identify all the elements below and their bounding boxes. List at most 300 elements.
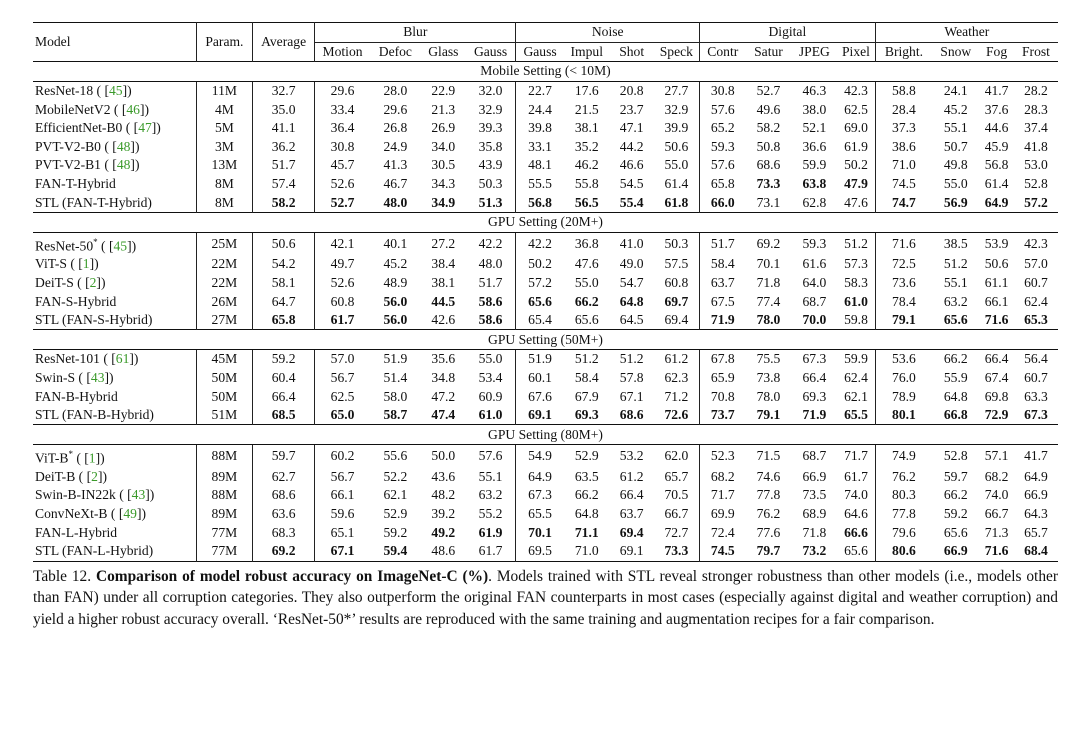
param-cell: 26M xyxy=(196,292,252,311)
value-cell: 52.8 xyxy=(943,448,968,464)
value-cell: 65.6 xyxy=(943,524,968,540)
value-cell: 30.5 xyxy=(431,157,456,173)
value-cell: 58.4 xyxy=(574,369,599,385)
value-cell: 66.7 xyxy=(654,505,700,524)
value-cell: 75.5 xyxy=(756,351,781,367)
table-caption xyxy=(33,566,1058,631)
value-cell: 52.6 xyxy=(330,176,355,192)
value-cell: 51.2 xyxy=(619,351,644,367)
value-cell: 59.2 xyxy=(383,524,408,540)
average-cell: 68.6 xyxy=(252,486,314,505)
subheader-cell: Satur xyxy=(754,43,783,59)
value-cell: 50.3 xyxy=(466,175,516,194)
value-cell: 79.1 xyxy=(756,407,781,423)
value-cell: 58.2 xyxy=(756,120,781,136)
model-name: STL (FAN-T-Hybrid) xyxy=(35,194,152,210)
value-cell: 64.3 xyxy=(1024,506,1048,522)
ref-close: ]) xyxy=(136,506,147,522)
subheader-cell: Impul xyxy=(570,43,604,59)
table-row xyxy=(33,486,1058,505)
table-row xyxy=(33,255,1058,274)
value-cell: 55.4 xyxy=(619,194,644,210)
value-cell: 71.0 xyxy=(892,157,916,173)
value-cell: 44.5 xyxy=(431,293,456,309)
value-cell: 59.8 xyxy=(837,311,875,330)
value-cell: 37.6 xyxy=(984,101,1009,117)
value-cell: 23.7 xyxy=(619,101,644,117)
value-cell: 69.1 xyxy=(528,407,552,423)
model-name: ResNet-18 ( [ xyxy=(35,83,109,99)
value-cell: 58.6 xyxy=(466,292,516,311)
value-cell: 73.5 xyxy=(802,487,827,503)
value-cell: 56.9 xyxy=(943,194,968,210)
caption-label: Table 12. xyxy=(33,567,96,585)
table-row xyxy=(33,523,1058,542)
value-cell: 24.1 xyxy=(943,83,968,99)
value-cell: 65.6 xyxy=(574,312,599,328)
value-cell: 35.8 xyxy=(466,138,516,157)
table-row xyxy=(33,350,1058,369)
model-name: FAN-S-Hybrid xyxy=(35,293,117,309)
ref-close: ]) xyxy=(97,468,107,484)
value-cell: 78.9 xyxy=(892,388,916,404)
table-row xyxy=(33,156,1058,175)
value-cell: 50.2 xyxy=(837,156,875,175)
subheader-cell: Motion xyxy=(322,43,363,59)
citation-link[interactable]: 43 xyxy=(131,487,146,503)
value-cell: 59.7 xyxy=(943,468,968,484)
value-cell: 50.6 xyxy=(984,256,1009,272)
value-cell: 62.4 xyxy=(1024,293,1048,309)
model-name-cell xyxy=(33,156,196,175)
value-cell: 64.6 xyxy=(837,505,875,524)
value-cell: 58.3 xyxy=(837,274,875,293)
value-cell: 61.2 xyxy=(654,350,700,369)
average-cell: 54.2 xyxy=(252,255,314,274)
value-cell: 51.3 xyxy=(466,193,516,212)
header-average: Average xyxy=(252,23,314,62)
value-cell: 74.9 xyxy=(892,448,916,464)
value-cell: 21.3 xyxy=(431,101,456,117)
param-cell: 22M xyxy=(196,274,252,293)
subheader-cell: Bright. xyxy=(884,43,924,59)
value-cell: 73.6 xyxy=(892,274,916,290)
value-cell: 34.8 xyxy=(431,369,456,385)
average-cell: 51.7 xyxy=(252,156,314,175)
subheader-cell: Gauss xyxy=(466,42,516,62)
value-cell: 46.6 xyxy=(619,157,644,173)
value-cell: 58.7 xyxy=(383,407,408,423)
average-cell: 60.4 xyxy=(252,369,314,388)
value-cell: 45.7 xyxy=(330,157,355,173)
value-cell: 59.3 xyxy=(710,138,735,154)
value-cell: 51.9 xyxy=(383,351,408,367)
model-name-cell xyxy=(33,292,196,311)
value-cell: 67.1 xyxy=(330,543,355,559)
value-cell: 66.2 xyxy=(943,351,968,367)
table-row xyxy=(33,175,1058,194)
value-cell: 55.0 xyxy=(574,274,599,290)
value-cell: 69.5 xyxy=(528,543,552,559)
subheader-cell: Glass xyxy=(428,43,459,59)
param-cell: 8M xyxy=(196,193,252,212)
average-cell: 64.7 xyxy=(252,292,314,311)
model-name-cell xyxy=(33,468,196,487)
subheader-cell: Gauss xyxy=(523,43,557,59)
value-cell: 37.4 xyxy=(1024,120,1048,136)
value-cell: 52.1 xyxy=(802,120,827,136)
param-cell: 3M xyxy=(196,138,252,157)
value-cell: 34.3 xyxy=(431,176,456,192)
value-cell: 40.1 xyxy=(383,235,408,251)
value-cell: 38.5 xyxy=(943,235,968,251)
value-cell: 27.7 xyxy=(654,81,700,100)
value-cell: 65.5 xyxy=(837,406,875,425)
header-group-noise: Noise xyxy=(516,23,700,43)
value-cell: 73.7 xyxy=(710,407,735,423)
table-row xyxy=(33,274,1058,293)
value-cell: 57.2 xyxy=(1024,194,1048,210)
value-cell: 80.3 xyxy=(892,487,916,503)
ref-close: ]) xyxy=(127,238,137,254)
value-cell: 55.1 xyxy=(943,120,968,136)
table-row xyxy=(33,369,1058,388)
value-cell: 28.2 xyxy=(1024,83,1048,99)
citation-link[interactable]: 45 xyxy=(109,83,123,99)
model-name: STL (FAN-S-Hybrid) xyxy=(35,312,153,328)
model-name: PVT-V2-B1 ( [ xyxy=(35,157,117,173)
value-cell: 74.7 xyxy=(892,194,916,210)
model-name-cell xyxy=(33,138,196,157)
value-cell: 66.9 xyxy=(943,543,968,559)
value-cell: 42.3 xyxy=(837,81,875,100)
model-name-cell xyxy=(33,119,196,138)
value-cell: 63.7 xyxy=(710,274,735,290)
average-cell: 35.0 xyxy=(252,100,314,119)
value-cell: 41.7 xyxy=(984,83,1009,99)
value-cell: 51.2 xyxy=(837,232,875,255)
model-name-cell xyxy=(33,486,196,505)
value-cell: 59.9 xyxy=(837,350,875,369)
citation-link[interactable]: 49 xyxy=(123,506,137,522)
value-cell: 33.1 xyxy=(528,138,552,154)
citation-link[interactable]: 1 xyxy=(82,256,90,272)
value-cell: 49.2 xyxy=(431,524,456,540)
value-cell: 74.5 xyxy=(892,176,916,192)
model-name: ViT-S ( [ xyxy=(35,256,83,272)
section-row xyxy=(33,425,1058,445)
value-cell: 57.0 xyxy=(1024,256,1048,272)
citation-link[interactable]: 2 xyxy=(91,468,98,484)
value-cell: 55.0 xyxy=(943,176,968,192)
average-cell: 65.8 xyxy=(252,311,314,330)
value-cell: 71.8 xyxy=(756,274,781,290)
value-cell: 68.6 xyxy=(619,407,644,423)
value-cell: 52.9 xyxy=(574,448,599,464)
section-title: GPU Setting (20M+) xyxy=(33,212,1058,232)
average-cell: 57.4 xyxy=(252,175,314,194)
value-cell: 71.9 xyxy=(802,407,827,423)
citation-link[interactable]: 45 xyxy=(113,238,128,254)
value-cell: 42.3 xyxy=(1024,235,1048,251)
value-cell: 64.8 xyxy=(943,388,968,404)
ref-close: ]) xyxy=(96,274,106,290)
table-container xyxy=(33,22,1058,630)
average-cell: 63.6 xyxy=(252,505,314,524)
value-cell: 54.9 xyxy=(528,448,552,464)
value-cell: 50.2 xyxy=(528,256,552,272)
value-cell: 32.9 xyxy=(466,100,516,119)
subheader-cell: Frost xyxy=(1021,43,1050,59)
table-row xyxy=(33,119,1058,138)
value-cell: 36.6 xyxy=(802,138,827,154)
value-cell: 69.0 xyxy=(837,119,875,138)
value-cell: 56.0 xyxy=(383,312,408,328)
subheader-cell: JPEG xyxy=(798,43,830,59)
model-name: STL (FAN-L-Hybrid) xyxy=(35,543,154,559)
value-cell: 60.9 xyxy=(466,387,516,406)
value-cell: 49.0 xyxy=(619,256,644,272)
model-name-cell xyxy=(33,175,196,194)
value-cell: 66.4 xyxy=(984,351,1009,367)
value-cell: 65.9 xyxy=(710,369,735,385)
model-name: Swin-S ( [ xyxy=(35,369,91,385)
value-cell: 65.7 xyxy=(1024,524,1048,540)
citation-link[interactable]: 48 xyxy=(116,157,131,173)
param-cell: 4M xyxy=(196,100,252,119)
value-cell: 54.7 xyxy=(619,274,644,290)
value-cell: 64.8 xyxy=(619,293,644,309)
average-cell: 69.2 xyxy=(252,542,314,561)
value-cell: 38.0 xyxy=(802,101,827,117)
value-cell: 51.2 xyxy=(574,351,599,367)
value-cell: 57.8 xyxy=(619,369,644,385)
table-row xyxy=(33,311,1058,330)
param-cell: 50M xyxy=(196,387,252,406)
value-cell: 71.5 xyxy=(756,448,781,464)
value-cell: 63.5 xyxy=(574,468,599,484)
value-cell: 71.0 xyxy=(574,543,599,559)
value-cell: 39.9 xyxy=(654,119,700,138)
value-cell: 29.6 xyxy=(330,83,355,99)
value-cell: 56.8 xyxy=(984,157,1009,173)
value-cell: 53.9 xyxy=(984,235,1009,251)
model-name-cell xyxy=(33,100,196,119)
param-cell: 77M xyxy=(196,523,252,542)
subheader-cell: Snow xyxy=(940,43,972,59)
value-cell: 61.9 xyxy=(466,523,516,542)
caption-text: . Models trained with STL reveal stronger robustness than other models (i.e., models other than FAN) under all corruption categories. They also outperform the original FAN counterparts in most cases (especially against digital and weather corruption) and yield a higher robust accuracy overall. ‘ResNet-50*’ results are reproduced with the same training and augmentation recipes for a fair comparison. xyxy=(33,567,1058,628)
value-cell: 67.8 xyxy=(710,351,735,367)
value-cell: 50.7 xyxy=(943,138,968,154)
value-cell: 55.8 xyxy=(574,176,599,192)
value-cell: 20.8 xyxy=(619,83,644,99)
value-cell: 51.4 xyxy=(383,369,408,385)
value-cell: 61.4 xyxy=(984,176,1009,192)
value-cell: 52.7 xyxy=(756,83,781,99)
value-cell: 68.9 xyxy=(802,506,827,522)
value-cell: 62.5 xyxy=(837,100,875,119)
value-cell: 35.2 xyxy=(574,138,599,154)
param-cell: 89M xyxy=(196,505,252,524)
table-row xyxy=(33,387,1058,406)
value-cell: 67.3 xyxy=(1024,407,1048,423)
value-cell: 41.3 xyxy=(383,157,408,173)
value-cell: 66.2 xyxy=(943,487,968,503)
value-cell: 66.2 xyxy=(574,487,599,503)
value-cell: 38.1 xyxy=(431,274,456,290)
value-cell: 66.9 xyxy=(1024,487,1048,503)
value-cell: 48.2 xyxy=(431,487,456,503)
value-cell: 33.4 xyxy=(330,101,355,117)
param-cell: 27M xyxy=(196,311,252,330)
citation-link[interactable]: 46 xyxy=(126,101,140,117)
value-cell: 71.9 xyxy=(710,312,735,328)
model-name: FAN-T-Hybrid xyxy=(35,176,116,192)
value-cell: 72.6 xyxy=(654,406,700,425)
param-cell: 88M xyxy=(196,486,252,505)
value-cell: 53.0 xyxy=(1024,157,1048,173)
value-cell: 59.4 xyxy=(383,543,408,559)
param-cell: 13M xyxy=(196,156,252,175)
model-name-cell xyxy=(33,387,196,406)
value-cell: 57.6 xyxy=(710,157,735,173)
value-cell: 66.8 xyxy=(943,407,968,423)
value-cell: 36.4 xyxy=(330,120,355,136)
value-cell: 70.8 xyxy=(710,388,735,404)
param-cell: 77M xyxy=(196,542,252,561)
value-cell: 60.7 xyxy=(1024,369,1048,385)
header-group-weather: Weather xyxy=(875,23,1058,43)
citation-link[interactable]: 48 xyxy=(116,138,131,154)
value-cell: 34.9 xyxy=(431,194,456,210)
value-cell: 55.5 xyxy=(528,176,552,192)
value-cell: 69.4 xyxy=(619,524,644,540)
value-cell: 24.9 xyxy=(383,138,408,154)
value-cell: 57.3 xyxy=(837,255,875,274)
value-cell: 45.2 xyxy=(383,256,408,272)
citation-link[interactable]: 1 xyxy=(88,450,96,466)
value-cell: 50.3 xyxy=(654,232,700,255)
citation-link[interactable]: 61 xyxy=(115,351,130,367)
model-name: STL (FAN-B-Hybrid) xyxy=(35,407,154,423)
param-cell: 51M xyxy=(196,406,252,425)
value-cell: 78.0 xyxy=(756,388,781,404)
value-cell: 65.6 xyxy=(528,293,552,309)
value-cell: 55.9 xyxy=(943,369,968,385)
value-cell: 69.3 xyxy=(574,407,599,423)
value-cell: 78.0 xyxy=(756,312,781,328)
model-name: DeiT-B ( [ xyxy=(35,468,92,484)
param-cell: 25M xyxy=(196,232,252,255)
value-cell: 74.5 xyxy=(710,543,735,559)
value-cell: 55.1 xyxy=(466,468,516,487)
value-cell: 53.2 xyxy=(619,448,644,464)
ref-close: ]) xyxy=(130,157,140,173)
value-cell: 52.7 xyxy=(330,194,355,210)
value-cell: 70.1 xyxy=(756,256,781,272)
value-cell: 76.2 xyxy=(892,468,916,484)
value-cell: 22.7 xyxy=(528,83,552,99)
value-cell: 35.6 xyxy=(431,351,456,367)
average-cell: 62.7 xyxy=(252,468,314,487)
value-cell: 65.1 xyxy=(330,524,355,540)
value-cell: 56.0 xyxy=(383,293,408,309)
section-row xyxy=(33,62,1058,82)
value-cell: 65.3 xyxy=(1024,312,1048,328)
model-name: ViT-B xyxy=(35,450,69,466)
value-cell: 57.5 xyxy=(654,255,700,274)
value-cell: 69.1 xyxy=(619,543,644,559)
average-cell: 41.1 xyxy=(252,119,314,138)
value-cell: 47.6 xyxy=(574,256,599,272)
value-cell: 22.9 xyxy=(431,83,456,99)
citation-link[interactable]: 47 xyxy=(138,120,152,136)
citation-link[interactable]: 43 xyxy=(90,369,105,385)
value-cell: 78.4 xyxy=(892,293,916,309)
model-name-cell xyxy=(33,505,196,524)
value-cell: 69.3 xyxy=(802,388,827,404)
value-cell: 58.8 xyxy=(892,83,916,99)
robustness-table xyxy=(33,22,1058,562)
value-cell: 71.8 xyxy=(802,524,827,540)
value-cell: 66.1 xyxy=(984,293,1009,309)
value-cell: 67.1 xyxy=(619,388,644,404)
table-row xyxy=(33,81,1058,100)
average-cell: 58.1 xyxy=(252,274,314,293)
value-cell: 42.2 xyxy=(466,232,516,255)
value-cell: 69.2 xyxy=(756,235,781,251)
model-name-cell xyxy=(33,523,196,542)
value-cell: 47.4 xyxy=(431,407,456,423)
subheader-cell: Shot xyxy=(619,43,645,59)
value-cell: 76.2 xyxy=(756,506,781,522)
value-cell: 70.0 xyxy=(802,312,827,328)
value-cell: 41.0 xyxy=(619,235,644,251)
table-row xyxy=(33,445,1058,468)
average-cell: 59.2 xyxy=(252,350,314,369)
value-cell: 49.7 xyxy=(330,256,355,272)
value-cell: 77.4 xyxy=(756,293,781,309)
model-name: ConvNeXt-B ( [ xyxy=(35,506,124,522)
ref-close: ]) xyxy=(95,450,105,466)
model-superscript: * xyxy=(68,449,73,459)
value-cell: 28.4 xyxy=(892,101,916,117)
value-cell: 21.5 xyxy=(574,101,599,117)
value-cell: 50.6 xyxy=(654,138,700,157)
value-cell: 57.6 xyxy=(466,445,516,468)
value-cell: 64.5 xyxy=(619,312,644,328)
value-cell: 70.1 xyxy=(528,524,552,540)
value-cell: 56.7 xyxy=(330,369,355,385)
value-cell: 61.4 xyxy=(654,175,700,194)
param-cell: 22M xyxy=(196,255,252,274)
value-cell: 44.6 xyxy=(984,120,1009,136)
average-cell: 58.2 xyxy=(252,193,314,212)
value-cell: 73.8 xyxy=(756,369,781,385)
ref-close: ]) xyxy=(130,138,140,154)
section-title: Mobile Setting (< 10M) xyxy=(33,62,1058,82)
param-cell: 50M xyxy=(196,369,252,388)
model-name-cell xyxy=(33,406,196,425)
value-cell: 72.4 xyxy=(710,524,735,540)
value-cell: 39.3 xyxy=(466,119,516,138)
value-cell: 65.6 xyxy=(837,542,875,561)
citation-link[interactable]: 2 xyxy=(89,274,97,290)
value-cell: 71.3 xyxy=(984,524,1009,540)
table-row xyxy=(33,542,1058,561)
value-cell: 59.9 xyxy=(802,157,827,173)
